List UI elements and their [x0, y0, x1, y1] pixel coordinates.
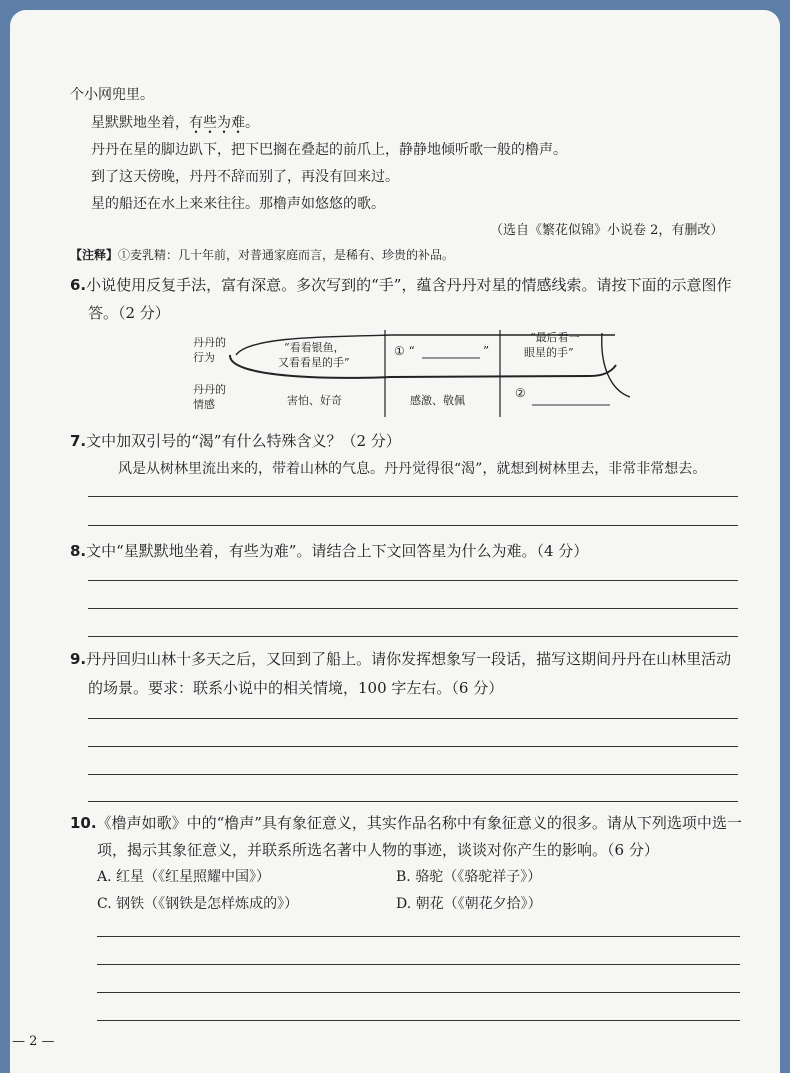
passage-line-4: 到了这天傍晚，丹丹不辞而别了，再没有回来过。	[91, 169, 399, 185]
answer-line[interactable]	[88, 496, 738, 497]
question-7-text: 文中加双引号的“渴”有什么特殊含义？（2 分）	[86, 432, 401, 450]
option-a[interactable]: A. 红星（《红星照耀中国》）	[97, 869, 271, 885]
row1-label-line1: 丹丹的	[193, 336, 226, 349]
answer-line[interactable]	[88, 525, 738, 526]
footnote-label: 【注释】	[70, 248, 119, 262]
footnote-text: ①麦乳精：几十年前，对普通家庭而言，是稀有、珍贵的补品。	[118, 248, 455, 262]
question-10-number: 10.	[70, 814, 97, 832]
answer-line[interactable]	[97, 992, 740, 993]
emphasis-char-2: 些	[203, 115, 217, 131]
question-8	[70, 540, 588, 561]
question-6-number: 6.	[70, 276, 87, 294]
question-8-number: 8.	[70, 542, 87, 560]
question-7-answer[interactable]: 风是从树林里流出来的，带着山林的气息。丹丹觉得很“渴”，就想到树林里去，非常非常想去。	[118, 461, 707, 477]
answer-line[interactable]	[88, 636, 738, 637]
diagram-cell-2-top	[394, 344, 415, 358]
passage-line-2	[91, 112, 259, 132]
answer-line[interactable]	[97, 1020, 740, 1021]
diagram-cell-1-bottom: 害怕、好奇	[287, 394, 342, 407]
question-7	[70, 430, 401, 451]
question-10-text: 《橹声如歌》中的“橹声”具有象征意义，其实作品名称中有象征意义的很多。请从下列选项中选一	[96, 814, 742, 832]
answer-line[interactable]	[88, 608, 738, 609]
answer-line[interactable]	[88, 580, 738, 581]
row2-label-line1: 丹丹的	[193, 383, 226, 396]
question-7-number: 7.	[70, 432, 87, 450]
answer-line[interactable]	[88, 746, 738, 747]
question-10-line-1	[70, 812, 742, 833]
cell3-top-line1: “最后看一	[530, 331, 580, 344]
option-b[interactable]: B. 骆驼（《骆驼祥子》）	[396, 869, 542, 885]
answer-line[interactable]	[97, 936, 740, 937]
row2-label-line2: 情感	[193, 398, 215, 411]
footnote	[70, 246, 454, 263]
diagram-cell-1-top	[278, 340, 350, 370]
answer-line[interactable]	[97, 964, 740, 965]
diagram-cell-2-bottom: 感激、敬佩	[410, 394, 465, 407]
diagram-cell-3-bottom: ②	[515, 386, 526, 400]
question-6-line-2: 答。（2 分）	[88, 304, 170, 322]
question-9-line-2: 的场景。要求：联系小说中的相关情境，100 字左右。（6 分）	[88, 679, 504, 697]
diagram-row2-label	[193, 382, 226, 412]
blank-1-open-quote: ① “	[394, 344, 415, 358]
cell1-top-line1: “看看银鱼，	[284, 341, 345, 354]
page-number: — 2 —	[12, 1034, 55, 1049]
diagram-row1-label	[193, 335, 226, 365]
passage-line-1: 个小网兜里。	[70, 87, 154, 103]
blank-1-close-quote: ”	[483, 344, 490, 358]
emphasis-char-1: 有	[189, 115, 203, 131]
emphasis-char-3: 为	[217, 115, 231, 131]
option-d[interactable]: D. 朝花（《朝花夕拾》）	[396, 896, 542, 912]
passage-line-5: 星的船还在水上来来往往。那橹声如悠悠的歌。	[91, 196, 385, 212]
cell1-top-line2: 又看看星的手”	[278, 356, 350, 369]
answer-line[interactable]	[88, 801, 738, 802]
emphasis-char-4: 难	[231, 115, 245, 131]
question-6-line-1	[70, 274, 731, 295]
answer-line[interactable]	[88, 718, 738, 719]
question-10-line-2: 项，揭示其象征意义，并联系所选名著中人物的事迹，谈谈对你产生的影响。（6 分）	[97, 841, 659, 859]
question-9-text: 丹丹回归山林十多天之后，又回到了船上。请你发挥想象写一段话，描写这期间丹丹在山林里活动	[86, 650, 732, 668]
question-9-number: 9.	[70, 650, 87, 668]
diagram-cell-3-top	[524, 330, 580, 360]
passage-line-2-after: 。	[245, 115, 259, 131]
question-9-line-1	[70, 648, 731, 669]
answer-line[interactable]	[88, 774, 738, 775]
passage-line-2-before: 星默默地坐着，	[91, 115, 189, 131]
passage-source: （选自《繁花似锦》小说卷 2，有删改）	[490, 223, 724, 238]
option-c[interactable]: C. 钢铁（《钢铁是怎样炼成的》）	[97, 896, 299, 912]
passage-line-3: 丹丹在星的脚边趴下，把下巴搁在叠起的前爪上，静静地倾听歌一般的橹声。	[91, 142, 567, 158]
row1-label-line2: 行为	[193, 351, 215, 364]
question-8-text: 文中“星默默地坐着，有些为难”。请结合上下文回答星为什么为难。（4 分）	[86, 542, 589, 560]
cell3-top-line2: 眼星的手”	[524, 346, 574, 359]
question-6-text: 小说使用反复手法，富有深意。多次写到的“手”，蕴含丹丹对星的情感线索。请按下面的示意图作	[86, 276, 732, 294]
